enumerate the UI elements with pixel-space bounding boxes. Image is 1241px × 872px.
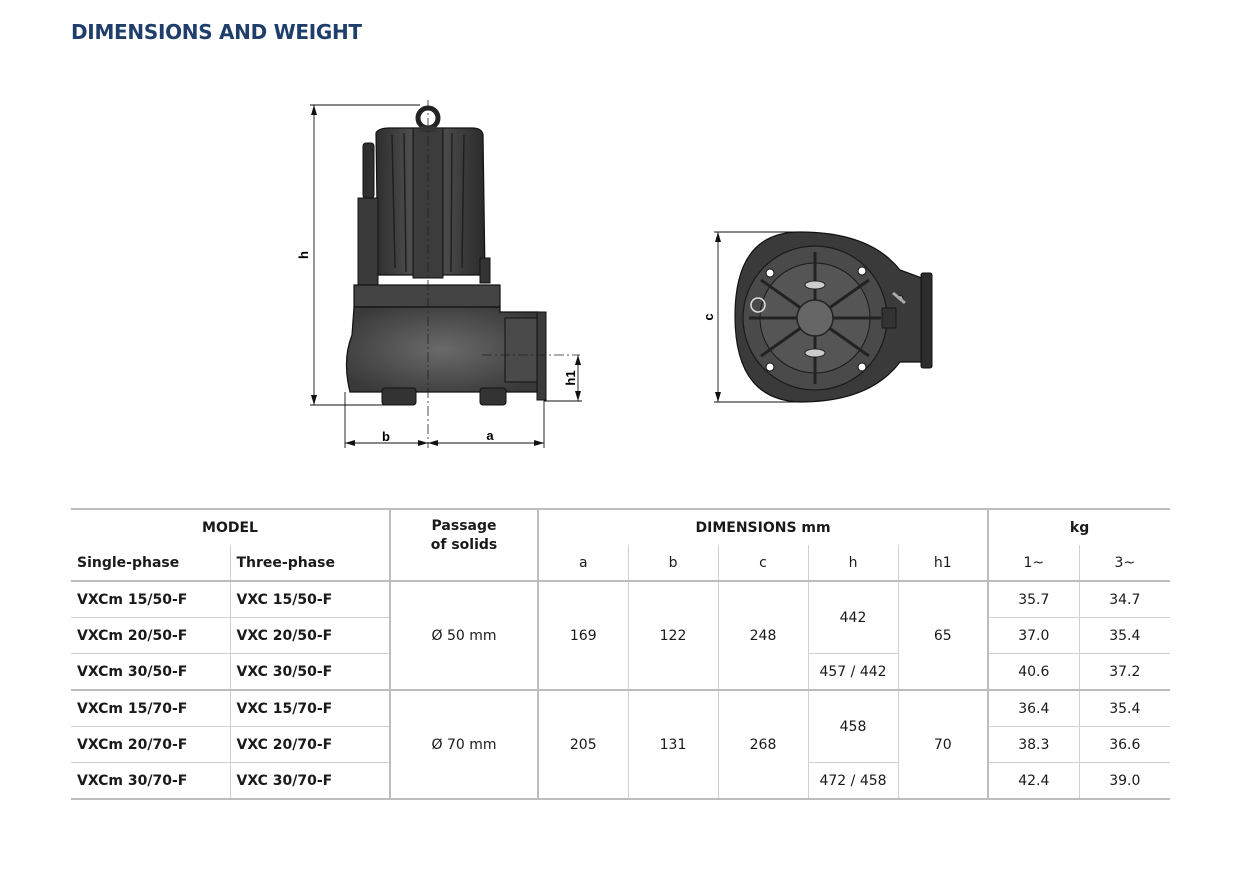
page-title: DIMENSIONS AND WEIGHT [71,20,362,44]
weight-1ph: 36.4 [988,690,1079,727]
dim-label-b: b [382,429,390,444]
single-phase-model: VXCm 30/50-F [71,654,230,691]
dim-c-value: 248 [718,581,808,690]
col-kg1-header: 1~ [988,545,1079,581]
single-phase-model: VXCm 15/70-F [71,690,230,727]
weight-3ph: 34.7 [1079,581,1170,618]
weight-3ph: 35.4 [1079,690,1170,727]
table-row [71,581,1170,618]
dim-h-value: 472 / 458 [808,763,898,800]
single-phase-model: VXCm 20/50-F [71,618,230,654]
dim-label-h1: h1 [563,370,578,386]
col-h1-header: h1 [898,545,988,581]
three-phase-model: VXC 20/50-F [230,618,390,654]
dim-c-value: 268 [718,690,808,799]
weight-1ph: 37.0 [988,618,1079,654]
col-h-header: h [808,545,898,581]
three-phase-model: VXC 30/70-F [230,763,390,800]
passage-header-line1: Passage [431,518,497,534]
passage-header [390,509,538,581]
passage-value: Ø 70 mm [390,690,538,799]
kg-header: kg [988,509,1170,545]
dim-a-value: 169 [538,581,628,690]
pump-top-view [735,232,932,402]
dim-label-h: h [296,251,311,259]
model-header: MODEL [202,519,258,536]
dim-h-value: 457 / 442 [808,654,898,691]
col-c-header: c [718,545,808,581]
col-kg3-header: 3~ [1079,545,1170,581]
dim-h-value: 442 [808,581,898,654]
weight-3ph: 39.0 [1079,763,1170,800]
three-phase-model: VXC 20/70-F [230,727,390,763]
single-phase-header: Single-phase [77,554,180,571]
single-phase-model: VXCm 15/50-F [77,591,188,608]
three-phase-model: VXC 30/50-F [230,654,390,691]
weight-3ph: 36.6 [1079,727,1170,763]
passage-value: Ø 50 mm [390,581,538,690]
weight-1ph: 38.3 [988,727,1079,763]
col-a-header: a [538,545,628,581]
weight-1ph: 35.7 [988,581,1079,618]
dim-h-value: 458 [808,690,898,763]
pump-side-view [346,100,580,448]
dim-b-value: 122 [628,581,718,690]
dim-b-value: 131 [628,690,718,799]
dim-h1-value: 65 [898,581,988,690]
three-phase-model: VXC 15/50-F [230,581,390,618]
dim-h1-value: 70 [898,690,988,799]
table-row [71,690,1170,727]
dimensions-header: DIMENSIONS mm [538,509,988,545]
weight-3ph: 37.2 [1079,654,1170,691]
weight-1ph: 42.4 [988,763,1079,800]
three-phase-model: VXC 15/70-F [230,690,390,727]
dimensions-table [71,508,1170,800]
passage-header-line2: of solids [430,537,498,553]
dim-a-value: 205 [538,690,628,799]
single-phase-model: VXCm 30/70-F [71,763,230,800]
dim-label-c: c [701,313,716,321]
weight-1ph: 40.6 [988,654,1079,691]
three-phase-header: Three-phase [230,545,390,581]
col-b-header: b [628,545,718,581]
weight-3ph: 35.4 [1079,618,1170,654]
single-phase-model: VXCm 20/70-F [71,727,230,763]
dim-label-a: a [486,428,494,443]
